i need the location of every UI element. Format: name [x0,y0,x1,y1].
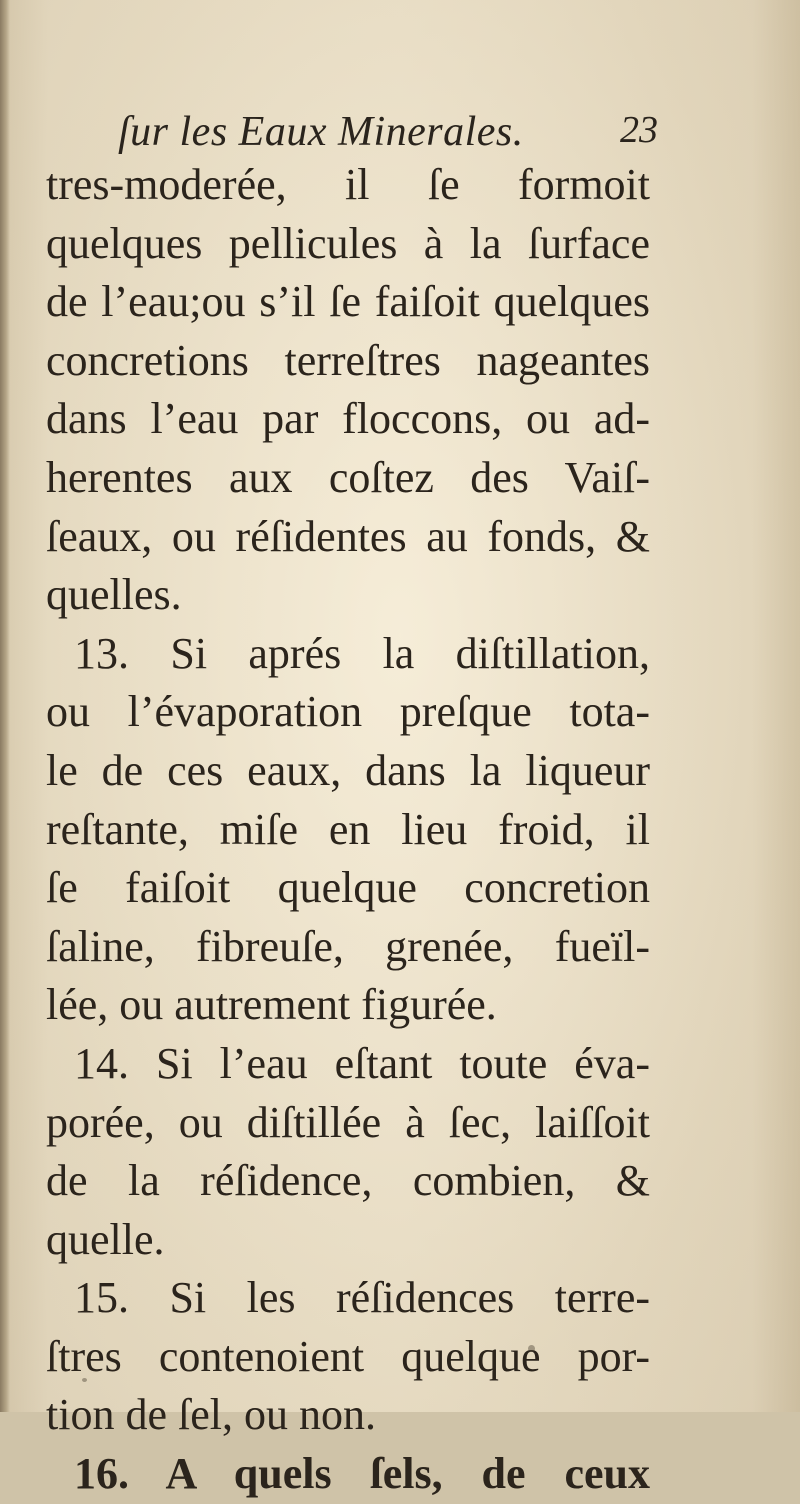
text-line: 14. Si l’eau eſtant toute éva- [74,1038,650,1088]
text-line: ſtres contenoient quelque por- [46,1331,650,1381]
paper-speck [392,1008,395,1011]
text-line: tion de ſel, ou non. [46,1390,376,1440]
text-line: de la réſidence, combien, & [46,1156,650,1206]
text-line: 15. Si les réſidences terre- [74,1273,650,1323]
text-line: ſeaux, ou réſidentes au fonds, & [46,511,650,561]
text-line: de l’eau;ou s’il ſe faiſoit quelques [46,277,650,327]
running-head: ſur les Eaux Minerales. [118,109,524,155]
text-line: ſe faiſoit quelque concretion [46,863,650,913]
text-line: dans l’eau par floccons, ou ad- [46,394,650,444]
text-line: ſaline, fibreuſe, grenée, fueïl- [46,921,650,971]
page-number: 23 [620,109,658,151]
text-line: concretions terreſtres nageantes [46,335,650,385]
text-line: quelles. [46,570,182,620]
text-line: ou l’évaporation preſque tota- [46,687,650,737]
text-line: tres-moderée, il ſe formoit [46,160,650,209]
text-line: 16. A quels ſels, de ceux [74,1449,650,1499]
text-line: lée, ou autrement figurée. [46,980,497,1030]
text-line: 13. Si aprés la diſtillation, [74,628,650,678]
text-line: reſtante, miſe en lieu froid, il [46,804,650,854]
text-line: le de ces eaux, dans la liqueur [46,745,650,795]
text-line: herentes aux coſtez des Vaiſ- [46,452,650,502]
text-line: quelle. [46,1214,165,1264]
text-line: porée, ou diſtillée à ſec, laiſſoit [46,1097,650,1147]
paper-speck [528,1345,535,1352]
paper-speck [82,1378,87,1382]
text-line: quelques pellicules à la ſurface [46,218,650,268]
body-text [46,156,650,1504]
page-binding-edge [0,0,10,1412]
